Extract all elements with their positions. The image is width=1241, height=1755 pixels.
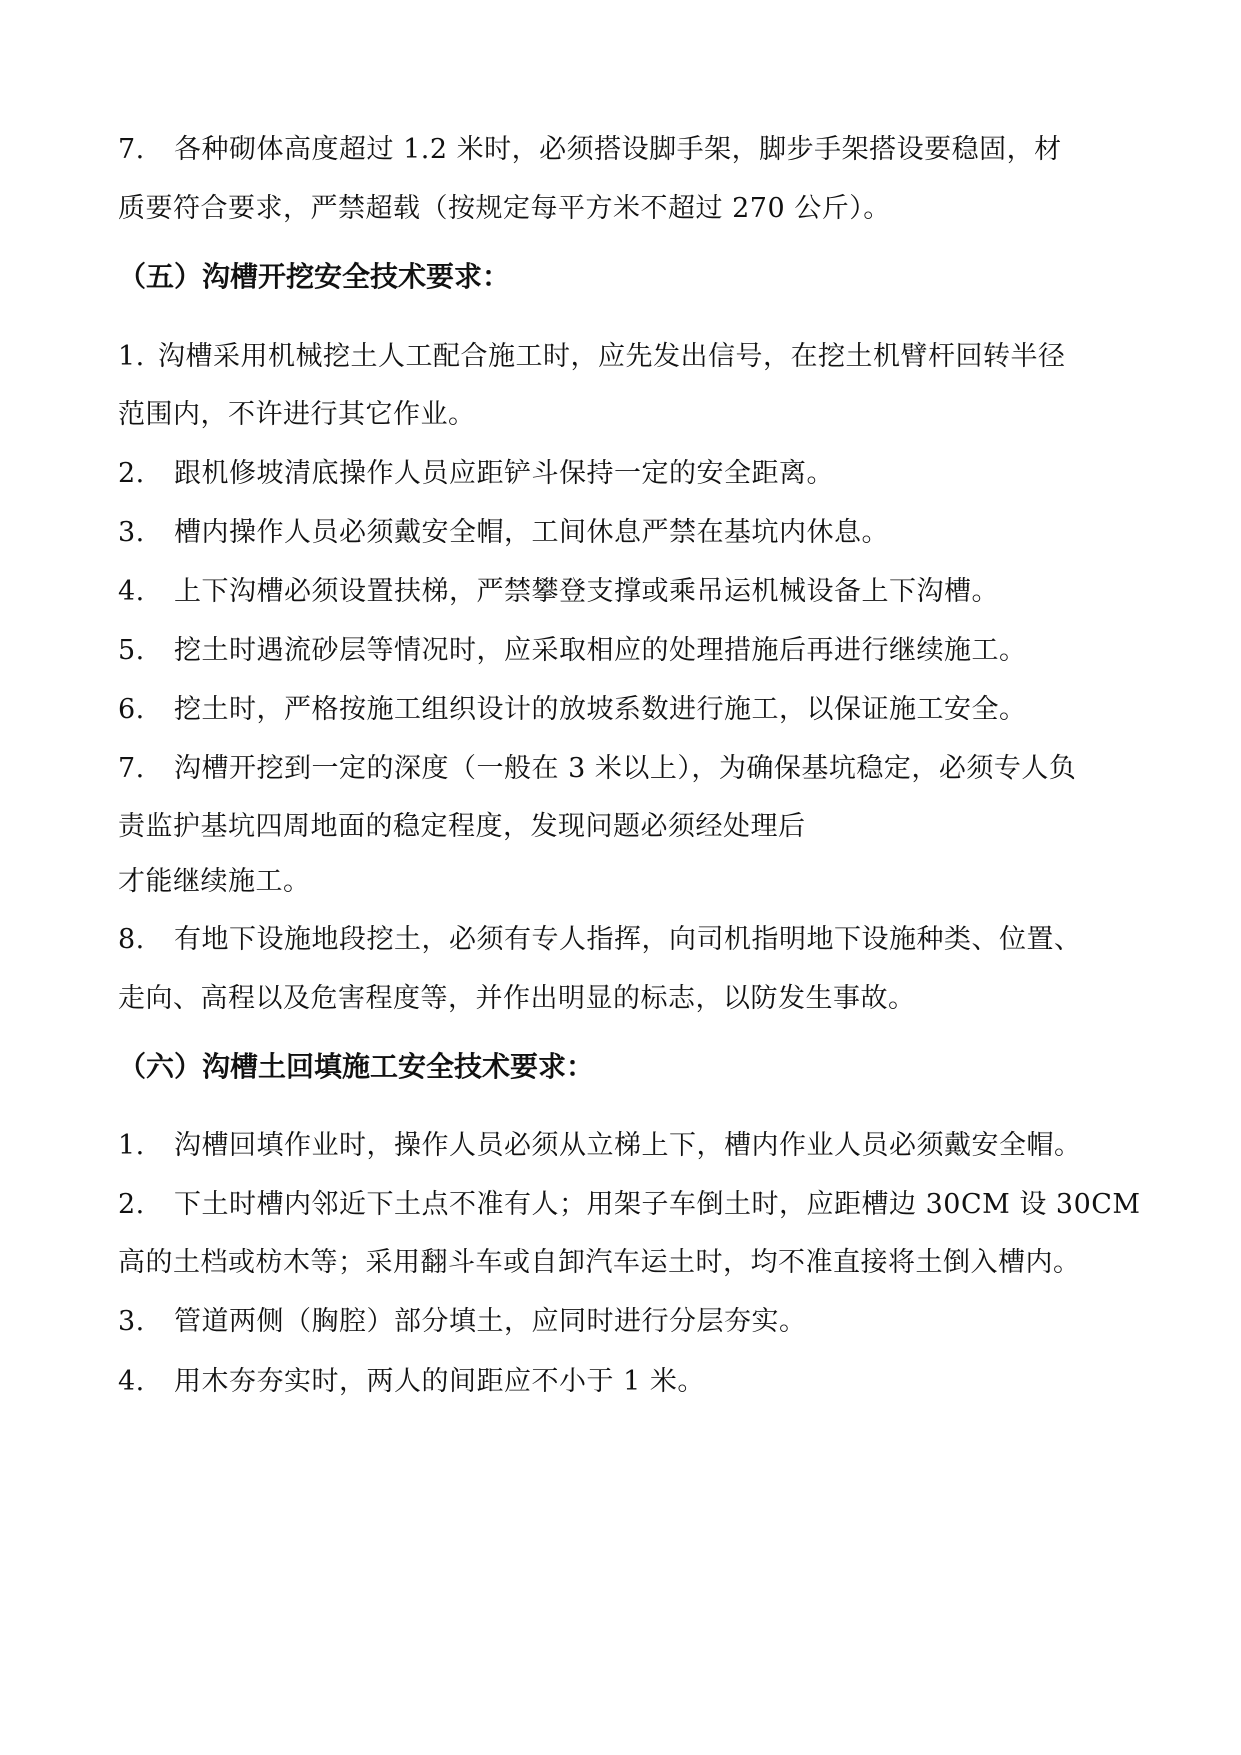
item-text: 挖土时，严格按施工组织设计的放坡系数进行施工，以保证施工安全。: [174, 694, 1027, 725]
item-number: 5.: [118, 635, 145, 666]
item-number: 2.: [118, 1189, 145, 1220]
item-number: 1.: [118, 1130, 145, 1161]
item-text: 下土时槽内邻近下土点不准有人；用架子车倒土时，应距槽边 30CM 设 30CM: [174, 1189, 1141, 1220]
s5-item-1-line-2: 范围内，不许进行其它作业。: [118, 399, 476, 430]
item-text: 上下沟槽必须设置扶梯，严禁攀登支撑或乘吊运机械设备上下沟槽。: [174, 576, 999, 607]
item-number: 8.: [118, 924, 145, 955]
item-text: 挖土时遇流砂层等情况时，应采取相应的处理措施后再进行继续施工。: [174, 635, 1027, 666]
item-number: 3.: [118, 517, 145, 548]
item-text: 用木夯夯实时，两人的间距应不小于 1 米。: [174, 1366, 705, 1397]
item-text: 沟槽回填作业时，操作人员必须从立梯上下，槽内作业人员必须戴安全帽。: [174, 1130, 1082, 1161]
item-text: 槽内操作人员必须戴安全帽，工间休息严禁在基坑内休息。: [174, 517, 889, 548]
item-text: 管道两侧（胸腔）部分填土，应同时进行分层夯实。: [174, 1306, 807, 1337]
item-text: 跟机修坡清底操作人员应距铲斗保持一定的安全距离。: [174, 458, 834, 489]
item-text: 沟槽采用机械挖土人工配合施工时，应先发出信号，在挖土机臂杆回转半径: [158, 341, 1066, 372]
item-number: 7.: [118, 134, 145, 165]
s5-item-8-line-1: [118, 922, 1082, 958]
s5-item-7-line-3: 才能继续施工。: [118, 866, 311, 897]
s5-item-2: [118, 456, 834, 492]
prev-item-7-line-2: 质要符合要求，严禁超载（按规定每平方米不超过 270 公斤）。: [118, 193, 891, 224]
item-number: 6.: [118, 694, 145, 725]
item-number: 4.: [118, 576, 145, 607]
prev-item-7-line-1: [118, 132, 1062, 168]
item-number: 2.: [118, 458, 145, 489]
s6-item-1: [118, 1128, 1082, 1164]
item-number: 3.: [118, 1306, 145, 1337]
s5-item-4: [118, 574, 999, 610]
s5-item-1-line-1: [118, 339, 1066, 375]
s6-item-2-line-2: 高的土档或枋木等；采用翻斗车或自卸汽车运土时，均不准直接将土倒入槽内。: [118, 1247, 1081, 1278]
s6-item-3: [118, 1304, 807, 1340]
section-6-heading: （六）沟槽土回填施工安全技术要求：: [118, 1050, 595, 1083]
item-text: 有地下设施地段挖土，必须有专人指挥，向司机指明地下设施种类、位置、: [174, 924, 1082, 955]
item-number: 7.: [118, 753, 145, 784]
item-number: 4.: [118, 1366, 145, 1397]
s6-item-2-line-1: [118, 1187, 1141, 1223]
s5-item-5: [118, 633, 1027, 669]
s6-item-4: [118, 1364, 705, 1400]
s5-item-3: [118, 515, 889, 551]
item-text: 沟槽开挖到一定的深度（一般在 3 米以上），为确保基坑稳定，必须专人负: [174, 753, 1077, 784]
section-5-heading: （五）沟槽开挖安全技术要求：: [118, 260, 511, 293]
s5-item-6: [118, 692, 1027, 728]
s5-item-7-line-2: 责监护基坑四周地面的稳定程度，发现问题必须经处理后: [118, 811, 806, 842]
s5-item-7-line-1: [118, 751, 1076, 787]
item-number: 1.: [118, 341, 145, 372]
item-text: 各种砌体高度超过 1.2 米时，必须搭设脚手架，脚步手架搭设要稳固，材: [174, 134, 1062, 165]
s5-item-8-line-2: 走向、高程以及危害程度等，并作出明显的标志，以防发生事故。: [118, 983, 916, 1014]
